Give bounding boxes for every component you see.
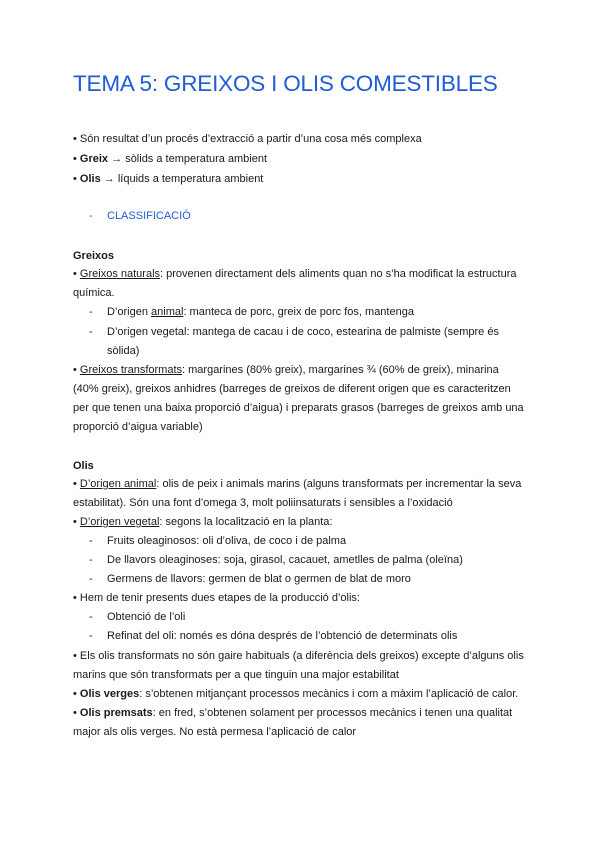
bullet: • (73, 707, 77, 719)
greixos-transformats-line-3: per que tenen una baixa proporció d’aigua) i preparats grasos (barreges de greixos amb una (73, 402, 524, 414)
olis-verges-line (73, 685, 543, 704)
dash-marker: - (89, 611, 93, 623)
bullet: • (73, 478, 77, 490)
bullet: • (73, 364, 77, 376)
olis-verges-text: : s’obtenen mitjançant processos mecànics i com a màxim l’aplicació de calor. (139, 688, 519, 700)
greixos-naturals-text: : provenen directament dels aliments quan no s’ha modificat la estructura (160, 268, 517, 280)
greix-def: sòlids a temperatura ambient (125, 153, 268, 165)
greixos-transformats-line-2: (40% greix), greixos anhidres (barreges de greixos de diferent origen que es caracteritzen (73, 383, 511, 395)
greixos-vegetal-item-1: D’origen vegetal: mantega de cacau i de coco, estearina de palmiste (sempre és (107, 326, 499, 338)
olis-verges-term: Olis verges (79, 688, 140, 700)
greixos-vegetal-item-2: sòlida) (107, 345, 140, 357)
olis-transformats-text: Els olis transformats no són gaire habituals (a diferència dels greixos) excepte d’alguns olis (79, 650, 524, 662)
olis-animal-term: D’origen animal (79, 478, 157, 490)
list-item: Refinat del oli: només es dóna després de l’obtenció de determinats olis (107, 630, 458, 642)
greixos-animal-text: : manteca de porc, greix de porc fos, mantenga (183, 306, 414, 318)
olis-premsats-term: Olis premsats (79, 707, 153, 719)
bullet: • (73, 592, 77, 604)
dash-marker: - (89, 535, 93, 547)
page-title: TEMA 5: GREIXOS I OLIS COMESTIBLES (73, 71, 498, 96)
bullet: • (73, 173, 77, 185)
olis-transformats-line-1 (73, 647, 543, 666)
bullet: • (73, 133, 77, 145)
greixos-transformats-line-4: proporció d’aigua variable) (73, 421, 203, 433)
olis-animal-line-2: estabilitat). Són una font d’omega 3, molt poliinsaturats i sensibles a l’oxidació (73, 497, 453, 509)
dash-marker: - (89, 573, 93, 585)
olis-term: Olis (79, 173, 101, 185)
intro-line-greix (73, 150, 543, 169)
olis-etapes-line (73, 589, 543, 608)
olis-vegetal-text: : segons la localització en la planta: (159, 516, 333, 528)
greixos-transformats-line-1 (73, 361, 543, 380)
list-item: Obtenció de l’oli (107, 611, 186, 623)
list-item: Germens de llavors: germen de blat o germen de blat de moro (107, 573, 411, 585)
list-item: De llavors oleaginoses: soja, girasol, cacauet, ametlles de palma (oleïna) (107, 554, 463, 566)
dash-marker: - (89, 326, 93, 338)
arrow-icon: → (103, 173, 115, 185)
olis-etapes-text: Hem de tenir presents dues etapes de la producció d’olis: (79, 592, 360, 604)
greixos-animal-pre: D’origen (107, 306, 152, 318)
intro-line-1 (73, 130, 543, 149)
bullet: • (73, 688, 77, 700)
greixos-transformats-text: : margarines (80% greix), margarines ¾ (60% de greix), minarina (182, 364, 499, 376)
greixos-animal-term: animal (151, 306, 184, 318)
olis-vegetal-line (73, 513, 543, 532)
olis-def: líquids a temperatura ambient (117, 173, 264, 185)
dash-marker: - (89, 630, 93, 642)
list-item: Fruits oleaginosos: oli d’oliva, de coco i de palma (107, 535, 347, 547)
greixos-transformats-term: Greixos transformats (79, 364, 183, 376)
classificacio-heading: CLASSIFICACIÓ (107, 210, 191, 222)
intro-text-1: Són resultat d’un procés d’extracció a partir d’una cosa més complexa (79, 133, 422, 145)
arrow-icon: → (111, 153, 123, 165)
olis-animal-line-1 (73, 475, 543, 494)
olis-animal-text: : olis de peix i animals marins (alguns transformats per incrementar la seva (156, 478, 522, 490)
olis-transformats-line-2: marins que són transformats per a que tinguin una major estabilitat (73, 669, 399, 681)
dash-marker: - (89, 554, 93, 566)
olis-vegetal-term: D’origen vegetal (79, 516, 160, 528)
greixos-animal-item (107, 303, 577, 322)
bullet: • (73, 268, 77, 280)
olis-premsats-text: : en fred, s’obtenen solament per processos mecànics i tenen una qualitat (152, 707, 513, 719)
olis-premsats-line-1 (73, 704, 543, 723)
greix-term: Greix (79, 153, 109, 165)
greixos-naturals-line-1 (73, 265, 543, 284)
bullet: • (73, 650, 77, 662)
greixos-heading: Greixos (73, 250, 114, 262)
intro-line-olis (73, 170, 543, 189)
dash-marker: - (89, 306, 93, 318)
greixos-naturals-term: Greixos naturals (79, 268, 161, 280)
bullet: • (73, 153, 77, 165)
dash-marker: - (89, 210, 93, 222)
greixos-naturals-line-2: química. (73, 287, 115, 299)
olis-premsats-line-2: major als olis verges. No està permesa l’aplicació de calor (73, 726, 357, 738)
olis-heading: Olis (73, 460, 94, 472)
bullet: • (73, 516, 77, 528)
